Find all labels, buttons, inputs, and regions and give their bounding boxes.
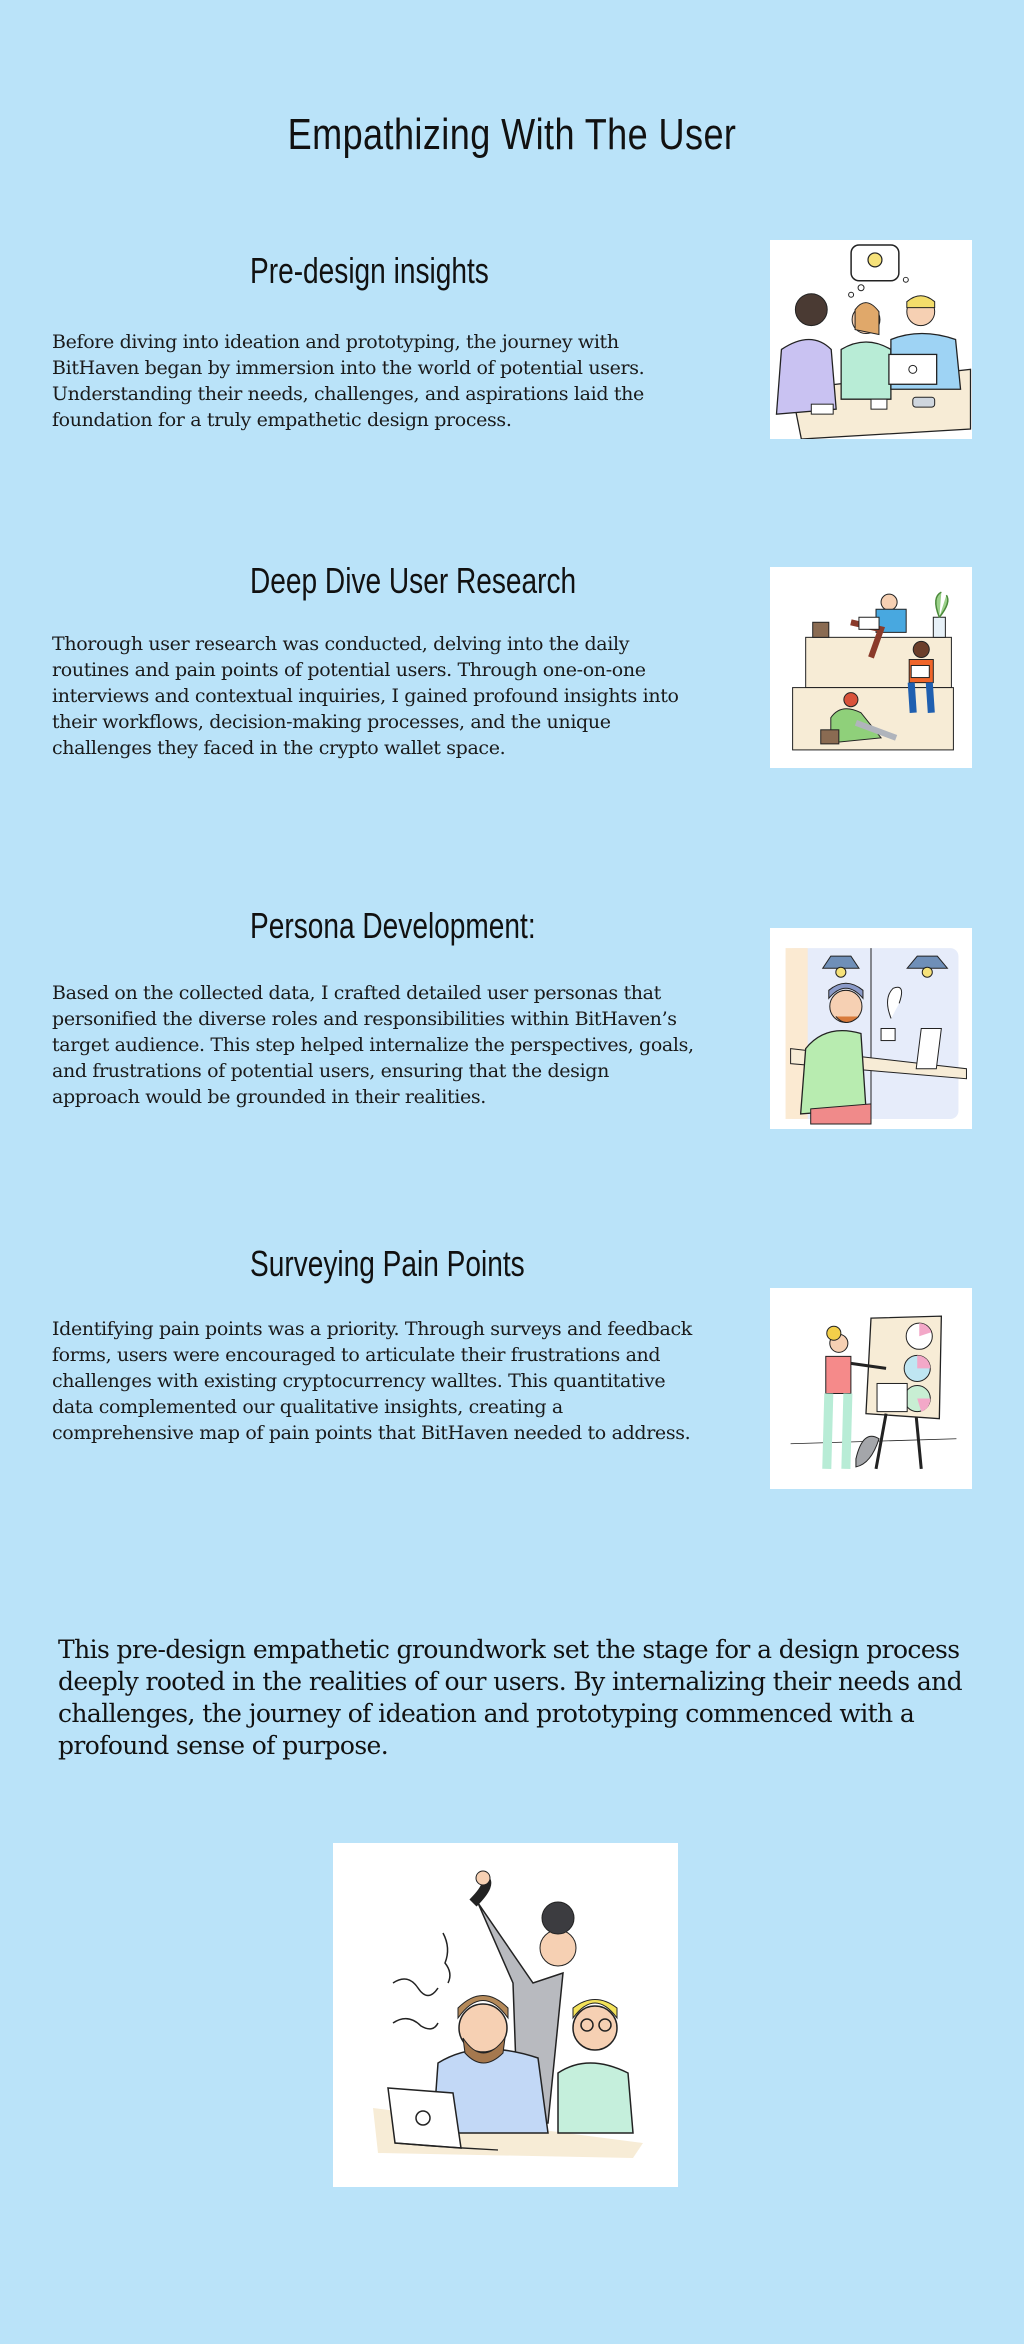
section-body: Thorough user research was conducted, delving into the daily routines and pain points of potential users. Through one-on-one interviews and contextual inquiries, I gained profound insights into their workflows, decision-making processes, and the unique challenges they faced in the crypto wallet space. bbox=[52, 633, 679, 759]
user-research-illustration bbox=[770, 567, 972, 768]
team-brainstorm-icon bbox=[770, 240, 972, 439]
section-body: Identifying pain points was a priority. Through surveys and feedback forms, users were encouraged to articulate their frustrations and challenges with existing cryptocurrency walltes. This quantitative data complemented our qualitative insights, creating a comprehensive map of pain points that BitHaven needed to address. bbox=[52, 1318, 692, 1444]
team-brainstorm-illustration bbox=[770, 240, 972, 439]
man-with-coffee-icon bbox=[770, 928, 972, 1129]
surveying-pain-points-illustration bbox=[770, 1288, 972, 1489]
section-body: Based on the collected data, I crafted detailed user personas that personified the diverse roles and responsibilities within BitHaven’s target audience. This step helped internalize the perspectives, goals, and frustrations of potential users, ensuring that the design approach would be grounded in their realities. bbox=[52, 982, 694, 1108]
people-on-steps-icon bbox=[770, 567, 972, 768]
team-celebrating-illustration bbox=[333, 1843, 678, 2187]
section-heading: Persona Development: bbox=[250, 905, 536, 946]
page-title: Empathizing With The User bbox=[287, 110, 737, 159]
section-body: Before diving into ideation and prototyping, the journey with BitHaven began by immersion into the world of potential users. Understanding their needs, challenges, and aspirations laid the foundation for a truly empathetic design process. bbox=[52, 331, 645, 431]
conclusion-text: This pre-design empathetic groundwork set the stage for a design process deeply rooted in the realities of our users. By internalizing their needs and challenges, the journey of ideation and prototyping commenced with a profound sense of purpose. bbox=[58, 1635, 963, 1760]
section-heading: Surveying Pain Points bbox=[250, 1243, 525, 1284]
team-celebrating-icon bbox=[333, 1843, 678, 2187]
section-heading: Deep Dive User Research bbox=[250, 560, 577, 601]
persona-development-illustration bbox=[770, 928, 972, 1129]
section-heading: Pre-design insights bbox=[250, 250, 489, 291]
woman-presenting-charts-icon bbox=[770, 1288, 972, 1489]
